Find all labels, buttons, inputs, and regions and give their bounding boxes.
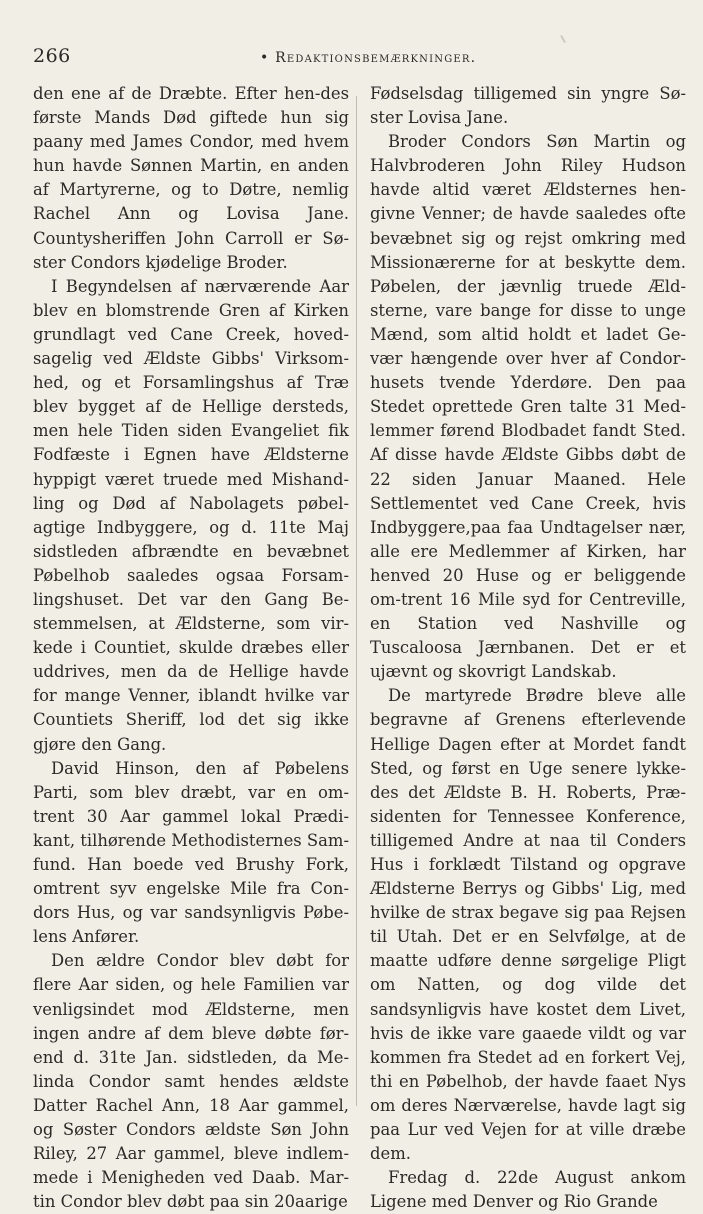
paragraph: den ene af de Dræbte. Efter hen-des første Mands Død giftede hun sig paany med James Condor, med hvem hun havde Sønnen Martin, en anden af Martyrerne, og to Døtre, nemlig Rachel Ann og Lovisa Jane. Countysheriffen John Carroll er Sø-ster Condors kjødelige Broder. — [33, 84, 349, 272]
paragraph: Broder Condors Søn Martin og Halvbroderen John Riley Hudson havde altid været Ældsternes hen-givne Venner; de havde saaledes ofte bevæbnet sig og rejst omkring med Missionærerne for at beskytte dem. Pøbelen, der jævnlig truede Æld-sterne, vare bange for disse to unge Mænd, som altid holdt et ladet Ge-vær hængende over hver af Condor-husets tvende Yderdøre. Den paa Stedet oprettede Gren talte 31 Med-lemmer førend Blodbadet fandt Sted. Af disse havde Ældste Gibbs døbt de 22 siden Januar Maaned. Hele Settlementet ved Cane Creek, hvis Indbyggere,paa faa Undtagelser nær, alle ere Medlemmer af Kirken, har henved 20 Huse og er beliggende om-trent 16 Mile syd for Centreville, en Station ved Nashville og Tuscaloosa Jærnbanen. Det er et ujævnt og skovrigt Landskab. — [370, 132, 686, 682]
paragraph: I Begyndelsen af nærværende Aar blev en blomstrende Gren af Kirken grundlagt ved Cane Creek, hoved-sagelig ved Ældste Gibbs' Virksom-hed, og et Forsamlingshus af Træ blev bygget af de Hellige dersteds, men hele Tiden siden Evangeliet fik Fodfæste i Egnen have Ældsterne hyppigt været truede med Mishand-ling og Død af Nabolagets pøbel-agtige Indbyggere, og d. 11te Maj sidstleden afbrændte en bevæbnet Pøbelhob saaledes ogsaa Forsam-lingshuset. Det var den Gang Be-stemmelsen, at Ældsterne, som vir-kede i Countiet, skulde dræbes eller uddrives, men da de Hellige havde for mange Venner, iblandt hvilke var Countiets Sheriff, lod det sig ikke gjøre den Gang. — [33, 276, 349, 754]
running-head: • Redaktionsbemærkninger. — [260, 50, 477, 66]
column-divider — [356, 96, 357, 1106]
page-number: 266 — [33, 45, 71, 67]
right-column — [370, 82, 686, 1214]
left-column — [33, 82, 349, 1214]
paper-mark — [560, 35, 566, 43]
paragraph: De martyrede Brødre bleve alle begravne af Grenens efterlevende Hellige Dagen efter at Mordet fandt Sted, og først en Uge senere lykke-des det Ældste B. H. Roberts, Præ-sidenten for Tennessee Konference, tilligemed Andre at naa til Conders Hus i forklædt Tilstand og opgrave Ældsterne Berrys og Gibbs' Lig, med hvilke de strax begave sig paa Rejsen til Utah. Det er en Selvfølge, at de maatte udføre denne sørgelige Pligt om Natten, og dog vilde det sandsynligvis have kostet dem Livet, hvis de ikke vare gaaede vildt og var kommen fra Stedet ad en forkert Vej, thi en Pøbelhob, der havde faaet Nys om deres Nærværelse, havde lagt sig paa Lur ved Vejen for at ville dræbe dem. — [370, 686, 686, 1164]
paragraph: Fredag d. 22de August ankom Ligene med Denver og Rio Grande — [370, 1168, 686, 1212]
page-header — [30, 44, 690, 72]
paragraph: Fødselsdag tilligemed sin yngre Sø-ster Lovisa Jane. — [370, 84, 686, 128]
paragraph: Den ældre Condor blev døbt for flere Aar siden, og hele Familien var venligsindet mod Ældsterne, men ingen andre af dem bleve døbte før-end d. 31te Jan. sidstleden, da Me-linda Condor samt hendes ældste Datter Rachel Ann, 18 Aar gammel, og Søster Condors ældste Søn John Riley, 27 Aar gammel, bleve indlem-mede i Menigheden ved Daab. Mar-tin Condor blev døbt paa sin 20aarige — [33, 951, 349, 1212]
paragraph: David Hinson, den af Pøbelens Parti, som blev dræbt, var en om-trent 30 Aar gammel lokal Prædi-kant, tilhørende Methodisternes Sam-fund. Han boede ved Brushy Fork, omtrent syv engelske Mile fra Con-dors Hus, og var sandsynligvis Pøbe-lens Anfører. — [33, 758, 349, 947]
